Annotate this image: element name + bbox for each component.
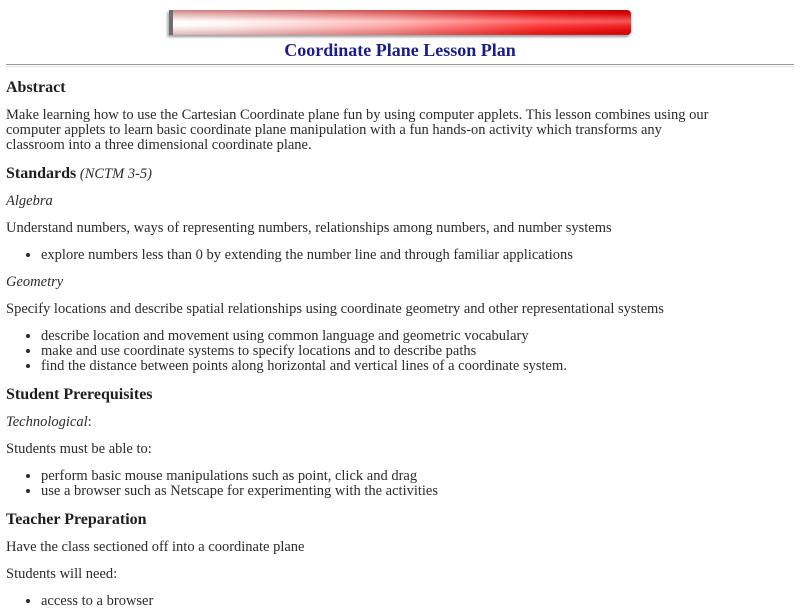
red-gradient-banner-image (169, 10, 631, 35)
prerequisites-list (6, 469, 794, 499)
teacher-preparation-item: • access to a browser (41, 594, 794, 609)
objective-item: • find the distance between points along horizontal and vertical lines of a coordinate system. (41, 359, 794, 374)
prerequisite-item: • perform basic mouse manipulations such as point, click and drag (41, 469, 794, 484)
objective-item: • make and use coordinate systems to specify locations and to describe paths (41, 344, 794, 359)
teacher-preparation-heading: Teacher Preparation (6, 511, 147, 528)
standards-qualifier: (NCTM 3-5) (79, 166, 152, 182)
strand-name-geometry (6, 275, 794, 290)
title-divider (6, 64, 794, 67)
abstract-line: Make learning how to use the Cartesian Coordinate plane fun by using computer applets. This lesson combines using our (6, 107, 709, 123)
abstract-heading: Abstract (6, 79, 66, 96)
prerequisites-category-label: Technological (6, 414, 88, 430)
abstract-paragraph (6, 108, 794, 153)
teacher-preparation-list (6, 594, 794, 609)
prerequisites-category-colon: : (87, 414, 92, 430)
prerequisites-category (6, 415, 794, 430)
objective-item: • describe location and movement using common language and geometric vocabulary (41, 329, 794, 344)
teacher-preparation-section (6, 511, 794, 528)
strand-name-label: Geometry (6, 274, 64, 290)
teacher-preparation-intro: Students will need: (6, 566, 118, 582)
strand-name-label: Algebra (6, 193, 53, 209)
teacher-preparation-line: Have the class sectioned off into a coordinate plane (6, 539, 305, 555)
objective-item: • explore numbers less than 0 by extending the number line and through familiar applications (41, 248, 794, 263)
strand-description-algebra: Understand numbers, ways of representing numbers, relationships among numbers, and number systems (6, 220, 612, 236)
geometry-objectives-list (6, 329, 794, 374)
abstract-line: computer applets to learn basic coordinate plane manipulation with a fun hands-on activity which transforms any (6, 122, 662, 138)
page-title: Coordinate Plane Lesson Plan (284, 40, 516, 60)
standards-section (6, 165, 794, 182)
strand-name-algebra (6, 194, 794, 209)
lesson-plan-page (0, 10, 800, 609)
prerequisites-heading: Student Prerequisites (6, 386, 153, 403)
strand-description-geometry: Specify locations and describe spatial relationships using coordinate geometry and other representational systems (6, 301, 664, 317)
prerequisite-item: • use a browser such as Netscape for experimenting with the activities (41, 484, 794, 499)
prerequisites-intro: Students must be able to: (6, 441, 152, 457)
abstract-line: classroom into a three dimensional coordinate plane. (6, 137, 312, 153)
standards-heading: Standards (6, 165, 77, 182)
algebra-objectives-list (6, 248, 794, 263)
abstract-section (6, 79, 794, 96)
prerequisites-section (6, 386, 794, 403)
